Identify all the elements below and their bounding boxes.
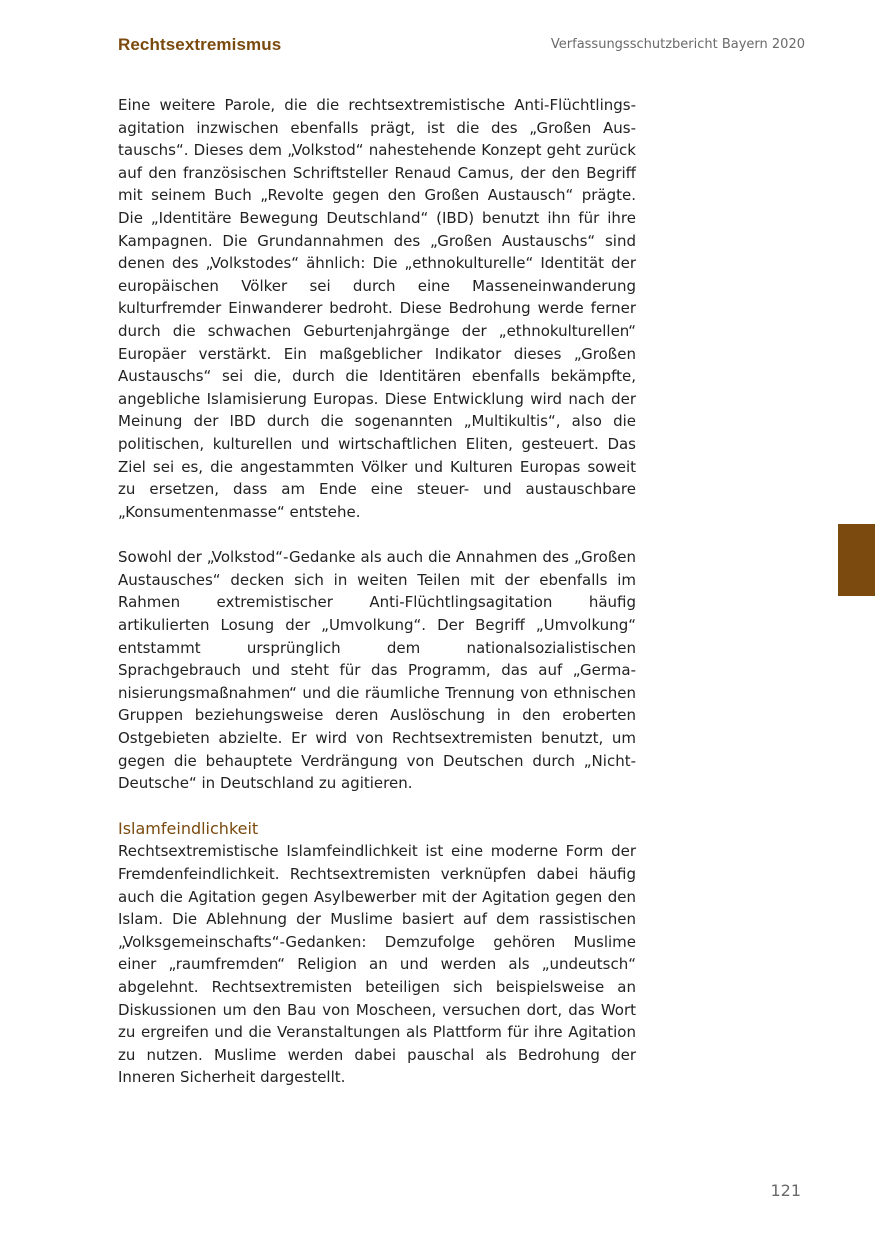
paragraph-islamfeindlichkeit: Rechtsextremistische Islamfeindlichkeit ist eine moderne Form der Fremdenfeindlichkeit. Rechtsextremisten verknüpfen dabei häufig auch die Agitation gegen Asylbewerber mit der Agitation gegen den Islam. Die Ablehnung der Muslime basiert auf dem rassistischen „Volksgemeinschafts“-Gedanken: Demzufolge gehören Muslime einer „raumfremden“ Religion an und werden als „undeutsch“ abgelehnt. Rechtsextremisten beteiligen sich beispielsweise an Diskussionen um den Bau von Moscheen, versuchen dort, das Wort zu ergreifen und die Veranstaltungen als Plattform für ihre Agitation zu nutzen. Muslime werden dabei pauschal als Bedrohung der Inneren Sicherheit dargestellt. — [118, 842, 636, 1087]
page-number: 121 — [770, 1181, 801, 1200]
section-heading-islamfeindlichkeit: Islamfeindlichkeit — [118, 818, 259, 838]
paragraph-umvolkung: Sowohl der „Volkstod“-Gedanke als auch die Annahmen des „Großen Austausches“ decken sich in weiten Teilen mit der ebenfalls im Rahmen extremistischer Anti-Flüchtlingsagitation häufig artikulierten Losung der „Umvolkung“. Der Begriff „Umvolkung“ entstammt ursprünglich dem nationalsozialistischen Sprachgebrauch und steht für das Programm, das auf „Germanisierungsmaßnahmen“ und die räumliche Trennung von ethnischen Gruppen beziehungsweise deren Auslöschung in den eroberten Ostgebieten abzielte. Er wird von Rechtsextremisten benutzt, um gegen die behauptete Verdrängung von Deutschen durch „Nicht-Deutsche“ in Deutschland zu agitieren. — [118, 548, 636, 793]
main-text-column — [118, 94, 636, 1089]
running-section-title: Rechtsextremismus — [118, 35, 282, 54]
running-publication-title: Verfassungsschutzbericht Bayern 2020 — [550, 37, 805, 52]
paragraph-grosser-austausch: Eine weitere Parole, die die rechtsextremistische Anti-Flüchtlingsagitation inzwischen ebenfalls prägt, ist die des „Großen Austauschs“. Dieses dem „Volkstod“ nahestehende Konzept geht zurück auf den französischen Schriftsteller Renaud Camus, der den Begriff mit seinem Buch „Revolte gegen den Großen Austausch“ prägte. Die „Identitäre Bewegung Deutschland“ (IBD) benutzt ihn für ihre Kampagnen. Die Grundannahmen des „Großen Austauschs“ sind denen des „Volkstodes“ ähnlich: Die „ethnokulturelle“ Identität der europäischen Völker sei durch eine Masseneinwanderung kulturfremder Einwanderer bedroht. Diese Bedrohung werde ferner durch die schwachen Geburtenjahrgänge der „ethnokulturellen“ Europäer verstärkt. Ein maßgeblicher Indikator dieses „Großen Austauschs“ sei die, durch die Identitären ebenfalls bekämpfte, angebliche Islamisierung Europas. Diese Entwicklung wird nach der Meinung der IBD durch die sogenannten „Multikultis“, also die politischen, kulturellen und wirtschaftlichen Eliten, gesteuert. Das Ziel sei es, die angestammten Völker und Kulturen Europas soweit zu ersetzen, dass am Ende eine steuer- und austauschbare „Konsumentenmasse“ entstehe. — [118, 96, 636, 521]
chapter-thumb-tab — [838, 524, 875, 596]
